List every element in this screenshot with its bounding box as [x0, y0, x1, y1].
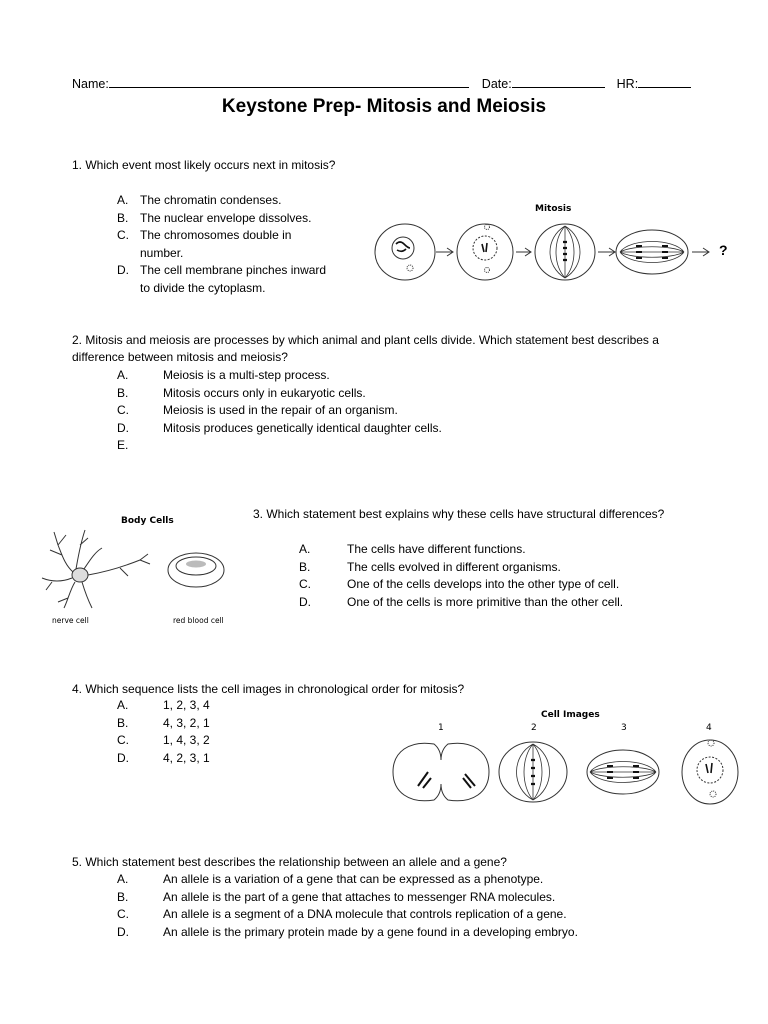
q2-option-c[interactable]: C. Meiosis is used in the repair of an organism. [117, 403, 398, 417]
q4-options [117, 697, 277, 767]
red-blood-cell-label: red blood cell [173, 616, 224, 625]
header-fields [72, 75, 691, 91]
q3-options [299, 541, 719, 611]
mitosis-arrow-2 [516, 248, 531, 256]
q2-option-e[interactable]: E. [117, 438, 129, 452]
name-label: Name: [72, 77, 109, 91]
q3-option-b[interactable]: B. The cells evolved in different organisms. [299, 559, 561, 574]
q1-option-d-cont: to divide the cytoplasm. [140, 280, 266, 295]
q3-option-c[interactable]: C. One of the cells develops into the other type of cell. [299, 577, 620, 591]
q5-option-c[interactable]: C. An allele is a segment of a DNA molecule that controls replication of a gene. [117, 907, 567, 921]
q3-question: 3. Which statement best explains why these cells have structural differences? [253, 507, 665, 521]
cell-image-number-4: 4 [706, 723, 712, 733]
mitosis-cell-prophase [457, 224, 513, 280]
q2-options [117, 367, 597, 455]
date-label: Date: [481, 77, 512, 91]
cell-image-number-1: 1 [438, 723, 444, 733]
page-title: Keystone Prep- Mitosis and Meiosis [221, 96, 547, 117]
mitosis-question-mark: ? [719, 242, 728, 258]
cell-image-4 [682, 740, 738, 804]
mitosis-cell-interphase [375, 224, 435, 280]
cell-image-number-2: 2 [531, 723, 537, 733]
name-field[interactable] [109, 75, 469, 88]
q2-option-a[interactable]: A. Meiosis is a multi-step process. [117, 368, 330, 382]
nerve-cell-label: nerve cell [52, 616, 89, 625]
red-blood-cell-drawing [168, 553, 224, 587]
cell-images-title: Cell Images [541, 710, 600, 720]
q4-option-b[interactable]: B. 4, 3, 2, 1 [117, 715, 210, 730]
q2-question-line1: 2. Mitosis and meiosis are processes by which animal and plant cells divide. Which statement best describes a [72, 333, 659, 347]
mitosis-figure-title: Mitosis [535, 204, 572, 214]
q1-option-a[interactable]: A. The chromatin condenses. [117, 193, 282, 207]
cell-images-figure [385, 734, 745, 809]
q4-question: 4. Which sequence lists the cell images in chronological order for mitosis? [72, 682, 465, 696]
mitosis-figure [370, 212, 740, 287]
cell-image-number-3: 3 [621, 723, 627, 733]
q5-options [117, 871, 677, 941]
q4-option-d[interactable]: D. 4, 2, 3, 1 [117, 750, 210, 765]
q4-option-c[interactable]: C. 1, 4, 3, 2 [117, 733, 210, 747]
q1-option-b[interactable]: B. The nuclear envelope dissolves. [117, 210, 312, 225]
mitosis-arrow-4 [692, 248, 709, 256]
q5-option-a[interactable]: A. An allele is a variation of a gene that can be expressed as a phenotype. [117, 872, 544, 886]
q5-question: 5. Which statement best describes the relationship between an allele and a gene? [72, 855, 507, 869]
q1-option-c-cont: number. [140, 245, 184, 260]
q1-option-c[interactable]: C. The chromosomes double in [117, 228, 292, 242]
cell-image-3 [587, 750, 659, 794]
q5-option-d[interactable]: D. An allele is the primary protein made by a gene found in a developing embryo. [117, 924, 578, 939]
nerve-cell-drawing [42, 530, 150, 608]
q2-question-line2: difference between mitosis and meiosis? [72, 350, 288, 364]
cell-image-1 [393, 743, 489, 801]
mitosis-arrow-1 [436, 248, 453, 256]
date-field[interactable] [512, 75, 605, 88]
mitosis-arrow-3 [598, 248, 615, 256]
q5-option-b[interactable]: B. An allele is the part of a gene that attaches to messenger RNA molecules. [117, 889, 556, 904]
q1-options [117, 192, 347, 297]
q1-option-d[interactable]: D. The cell membrane pinches inward [117, 263, 327, 277]
q1-question: 1. Which event most likely occurs next in mitosis? [72, 158, 336, 172]
q4-option-a[interactable]: A. 1, 2, 3, 4 [117, 698, 210, 712]
q2-option-d[interactable]: D. Mitosis produces genetically identical daughter cells. [117, 420, 442, 435]
hr-field[interactable] [638, 75, 691, 88]
cell-image-2 [499, 742, 567, 802]
q3-option-d[interactable]: D. One of the cells is more primitive than the other cell. [299, 594, 624, 609]
hr-label: HR: [616, 77, 639, 91]
q3-option-a[interactable]: A. The cells have different functions. [299, 542, 526, 556]
body-cells-figure [40, 520, 250, 620]
body-cells-title: Body Cells [121, 516, 174, 526]
q2-option-b[interactable]: B. Mitosis occurs only in eukaryotic cells. [117, 385, 366, 400]
